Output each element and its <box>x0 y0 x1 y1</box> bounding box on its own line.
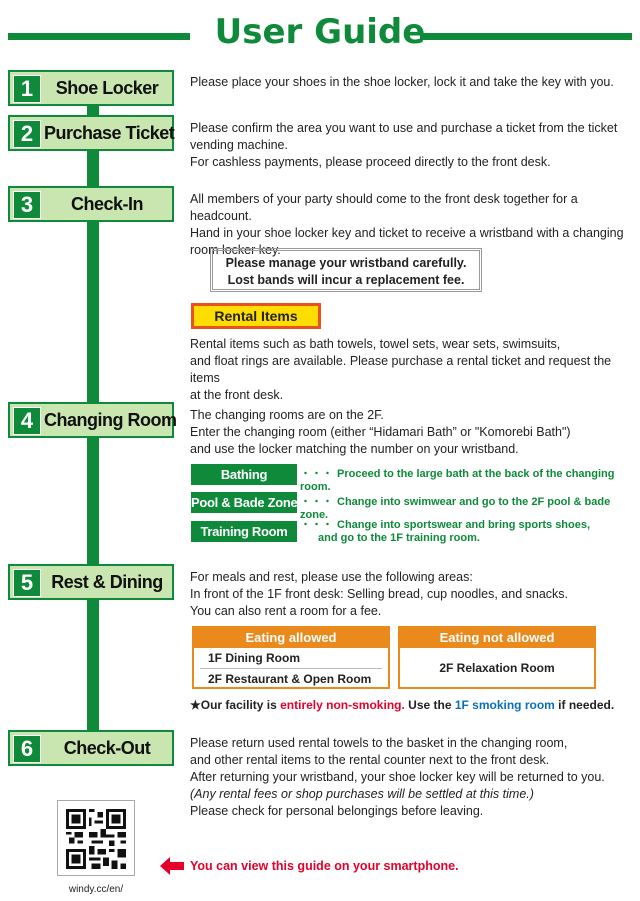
step-label: Shoe Locker <box>55 78 159 98</box>
step-shoe-locker <box>8 70 174 106</box>
eating-not-allowed-header: Eating not allowed <box>400 628 594 648</box>
qr-code-icon <box>66 809 126 869</box>
zone-pool-bade: Pool & Bade Zone <box>191 492 297 513</box>
text-line: and other rental items to the rental counter next to the front desk. <box>190 753 550 767</box>
text-line: Please confirm the area you want to use and purchase a ticket from the ticket <box>190 121 618 135</box>
eating-allowed-row: 2F Restaurant & Open Room <box>208 672 372 686</box>
text-line: Hand in your shoe locker key and ticket to receive a wristband with a changing <box>190 226 624 240</box>
site-url: windy.cc/en/ <box>68 884 124 895</box>
rest-text <box>190 569 630 620</box>
text-line: Rental items such as bath towels, towel sets, wear sets, swimsuits, <box>190 337 561 351</box>
step-label: Purchase Ticket <box>44 123 175 143</box>
step-check-out <box>8 730 174 766</box>
step-label: Rest & Dining <box>51 572 163 592</box>
step-number: 6 <box>13 735 41 763</box>
text-line: room locker key. <box>190 243 281 257</box>
qr-code <box>57 800 135 876</box>
zone-training-room: Training Room <box>191 521 297 542</box>
smoking-text: if needed. <box>554 698 615 712</box>
eating-allowed-box <box>192 626 390 689</box>
purchase-text <box>190 120 630 171</box>
arrow-left-icon <box>160 857 184 875</box>
changing-text <box>190 407 630 458</box>
smoking-notice <box>190 698 630 712</box>
notice-line: Please manage your wristband carefully. <box>225 256 467 270</box>
dots: ・・・ <box>300 468 333 480</box>
checkout-text <box>190 735 630 820</box>
text-line: The changing rooms are on the 2F. <box>190 408 384 422</box>
eating-not-allowed-box <box>398 626 596 689</box>
wristband-notice <box>210 248 482 292</box>
text-line: (Any rental fees or shop purchases will be settled at this time.) <box>190 787 534 801</box>
eating-allowed-header: Eating allowed <box>194 628 388 648</box>
eating-not-allowed-row: 2F Relaxation Room <box>439 661 555 675</box>
zone-training-room-desc <box>300 519 630 545</box>
text-line: vending machine. <box>190 138 288 152</box>
text-line: Please place your shoes in the shoe locker, lock it and take the key with you. <box>190 75 614 89</box>
text-line: For meals and rest, please use the following areas: <box>190 570 473 584</box>
step-check-in <box>8 186 174 222</box>
step-changing-room <box>8 402 177 438</box>
page-title: User Guide <box>214 12 426 52</box>
text-line: You can also rent a room for a fee. <box>190 604 382 618</box>
dots: ・・・ <box>300 519 333 531</box>
step-number: 5 <box>13 569 41 597</box>
eating-allowed-row: 1F Dining Room <box>208 651 300 665</box>
dots: ・・・ <box>300 496 333 508</box>
text-line: Please return used rental towels to the basket in the changing room, <box>190 736 568 750</box>
text-line: Enter the changing room (either “Hidamari Bath” or "Komorebi Bath") <box>190 425 571 439</box>
text-line: at the front desk. <box>190 388 284 402</box>
step-number: 1 <box>13 75 41 103</box>
step-number: 2 <box>13 120 41 148</box>
smoking-room-text: 1F smoking room <box>454 698 555 712</box>
text-line: All members of your party should come to the front desk together for a headcount. <box>190 192 578 223</box>
text-line: and float rings are available. Please purchase a rental ticket and request the items <box>190 354 612 385</box>
text-line: In front of the 1F front desk: Selling bread, cup noodles, and snacks. <box>190 587 569 601</box>
step-number: 4 <box>13 407 41 435</box>
step-label: Check-In <box>70 194 144 214</box>
step-label: Changing Room <box>44 410 177 430</box>
step-rest-dining <box>8 564 174 600</box>
text-line: and use the locker matching the number on your wristband. <box>190 442 519 456</box>
text-line: Please check for personal belongings before leaving. <box>190 804 484 818</box>
rental-items-badge: Rental Items <box>191 303 321 329</box>
smartphone-notice: You can view this guide on your smartphone. <box>190 859 459 873</box>
step-label: Check-Out <box>63 738 151 758</box>
step-number: 3 <box>13 191 41 219</box>
smoking-text: ★Our facility is <box>190 698 281 712</box>
non-smoking-text: entirely non-smoking. <box>280 698 405 712</box>
zone-desc-line: Proceed to the large bath at the back of the changing room. <box>300 468 615 493</box>
zone-bathing-desc <box>300 468 630 494</box>
text-line: For cashless payments, please proceed directly to the front desk. <box>190 155 551 169</box>
zone-desc-line: Change into sportswear and bring sports shoes, <box>337 519 591 531</box>
zone-bathing: Bathing <box>191 464 297 485</box>
zone-desc-line: and go to the 1F training room. <box>318 532 480 544</box>
notice-line: Lost bands will incur a replacement fee. <box>227 273 465 287</box>
rental-text <box>190 336 630 404</box>
zone-desc-line: Change into swimwear and go to the 2F pool & bade zone. <box>300 496 611 521</box>
text-line: After returning your wristband, your shoe locker key will be returned to you. <box>190 770 605 784</box>
smoking-text: Use the <box>404 698 455 712</box>
shoe-locker-text <box>190 74 630 91</box>
step-purchase-ticket <box>8 115 174 151</box>
